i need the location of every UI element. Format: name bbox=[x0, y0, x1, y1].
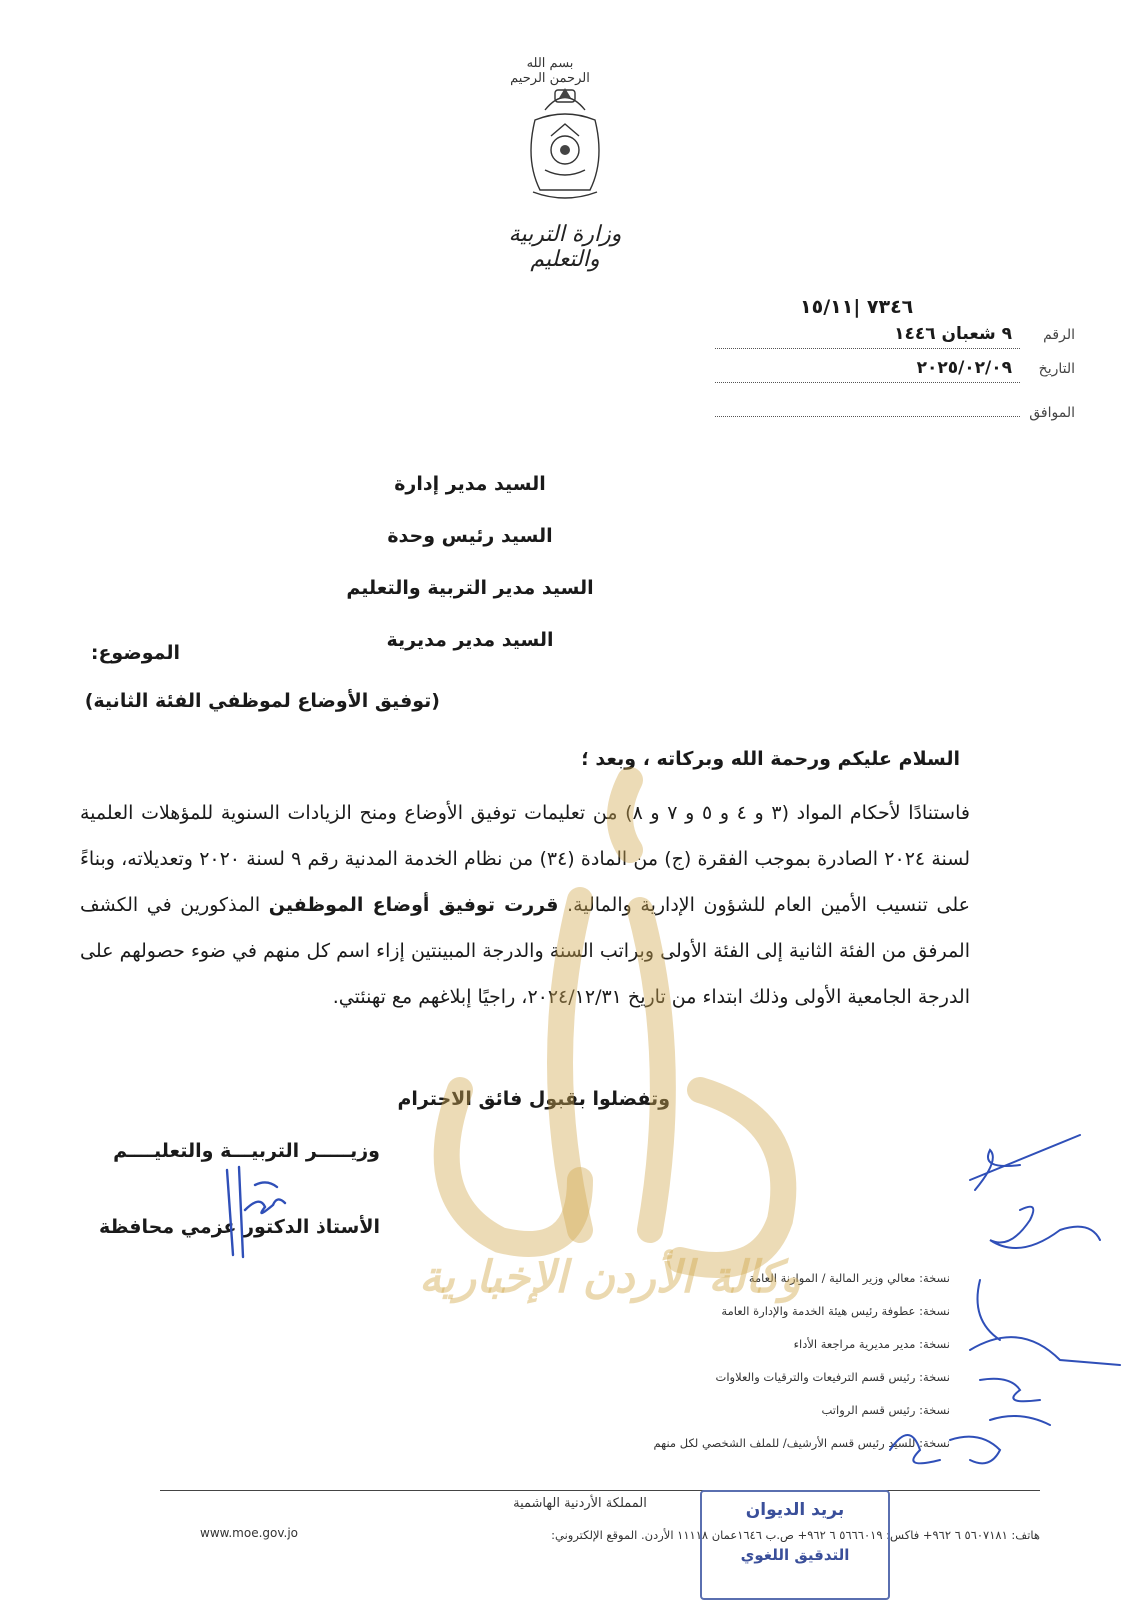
corresponding-label: الموافق bbox=[1029, 405, 1075, 421]
copy-item: نسخة: رئيس قسم الرواتب bbox=[821, 1403, 950, 1417]
basmala: بسم الله الرحمن الرحيم bbox=[510, 56, 590, 86]
footer-kingdom: المملكة الأردنية الهاشمية bbox=[513, 1496, 647, 1511]
recipient-item: السيد مدير مديرية bbox=[386, 629, 554, 651]
body-part-1: فاستنادًا لأحكام المواد (٣ و ٤ و ٥ و ٧ و ٨) من تعليمات توفيق الأوضاع ومنح الزيادات السنوية للمؤهلات العلمية لسنة ٢٠٢٤ الصادرة بموجب الفقرة (ج) من المادة (٣٤) من نظام الخدمة المدنية رقم ٩ لسنة ٢٠٢٠ وتعديلاته، وبناءً على تنسيب الأمين العام للشؤون الإدارية والمالية. bbox=[80, 802, 970, 916]
recipient-item: السيد مدير إدارة bbox=[394, 473, 546, 495]
corresponding-row bbox=[715, 392, 1075, 426]
body-part-2: المذكورين في الكشف المرفق من الفئة الثانية إلى الفئة الأولى وبراتب السنة والدرجة المبينتين إزاء اسم كل منهم في ضوء حصولهم على الدرجة الجامعية الأولى وذلك ابتداء من تاريخ ٢٠٢٤/١٢/٣١، راجيًا إبلاغهم مع تهنئتي. bbox=[80, 894, 970, 1008]
date-label: التاريخ bbox=[1038, 361, 1075, 377]
copy-item: نسخة: رئيس قسم الترفيعات والترقيات والعلاوات bbox=[715, 1370, 950, 1384]
copy-item: نسخة: معالي وزير المالية / الموازنة العامة bbox=[748, 1271, 950, 1285]
copy-item: نسخة: عطوفة رئيس هيئة الخدمة والإدارة العامة bbox=[721, 1304, 950, 1318]
subject-label: الموضوع: bbox=[90, 642, 180, 664]
hijri-date: ٩ شعبان ١٤٤٦ bbox=[715, 324, 1020, 349]
corresponding-value bbox=[715, 392, 1020, 417]
gregorian-date: ٢٠٢٥/٠٢/٠٩ bbox=[715, 358, 1020, 383]
subject-text: (توفيق الأوضاع لموظفي الفئة الثانية) bbox=[84, 690, 440, 712]
letter-body bbox=[80, 790, 970, 1020]
reference-row bbox=[715, 324, 1075, 358]
copy-item: نسخة: مدير مديرية مراجعة الأداء bbox=[793, 1337, 950, 1351]
copy-item: نسخة: للسيد رئيس قسم الأرشيف/ للملف الشخصي لكل منهم bbox=[653, 1436, 950, 1450]
recipients-list bbox=[300, 458, 640, 666]
closing-line: وتفضلوا بقبول فائق الاحترام bbox=[397, 1088, 670, 1110]
footer-divider bbox=[160, 1490, 1040, 1491]
signature-name: الأستاذ الدكتور عزمي محافظة bbox=[99, 1216, 380, 1238]
reference-block bbox=[715, 296, 1075, 426]
greeting: السلام عليكم ورحمة الله وبركاته ، وبعد ؛ bbox=[581, 748, 960, 770]
stamp-top-text: بريد الديوان bbox=[745, 1500, 845, 1520]
footer-contact: هاتف: ٥٦٠٧١٨١ ٦ ٩٦٢+ فاكس: ٥٦٦٦٠١٩ ٦ ٩٦٢+ ص.ب ١٦٤٦عمان ١١١١٨ الأردن. الموقع الإلكتروني: bbox=[551, 1528, 1040, 1542]
signature-title: وزيـــــر التربيـــة والتعليــــم bbox=[113, 1140, 380, 1162]
recipient-item: السيد مدير التربية والتعليم bbox=[346, 577, 594, 599]
footer-website-link[interactable]: www.moe.gov.jo bbox=[200, 1526, 299, 1540]
body-bold-decision: قررت توفيق أوضاع الموظفين bbox=[268, 894, 559, 916]
date-row bbox=[715, 358, 1075, 392]
reference-number: ٧٣٤٦ |١٥/١١ bbox=[800, 296, 914, 318]
received-stamp bbox=[700, 1490, 890, 1600]
number-label: الرقم bbox=[1043, 327, 1075, 343]
recipient-item: السيد رئيس وحدة bbox=[387, 525, 553, 547]
minister-signature-icon bbox=[215, 1165, 295, 1260]
agency-watermark-text: وكالة الأردن الإخبارية bbox=[419, 1252, 801, 1303]
ministry-name: وزارة التربية والتعليم bbox=[508, 222, 622, 272]
margin-note-handwriting-icon bbox=[960, 1120, 1130, 1480]
stamp-bottom-text: التدقيق اللغوي bbox=[740, 1546, 850, 1564]
jordan-coat-of-arms-icon bbox=[515, 80, 615, 205]
